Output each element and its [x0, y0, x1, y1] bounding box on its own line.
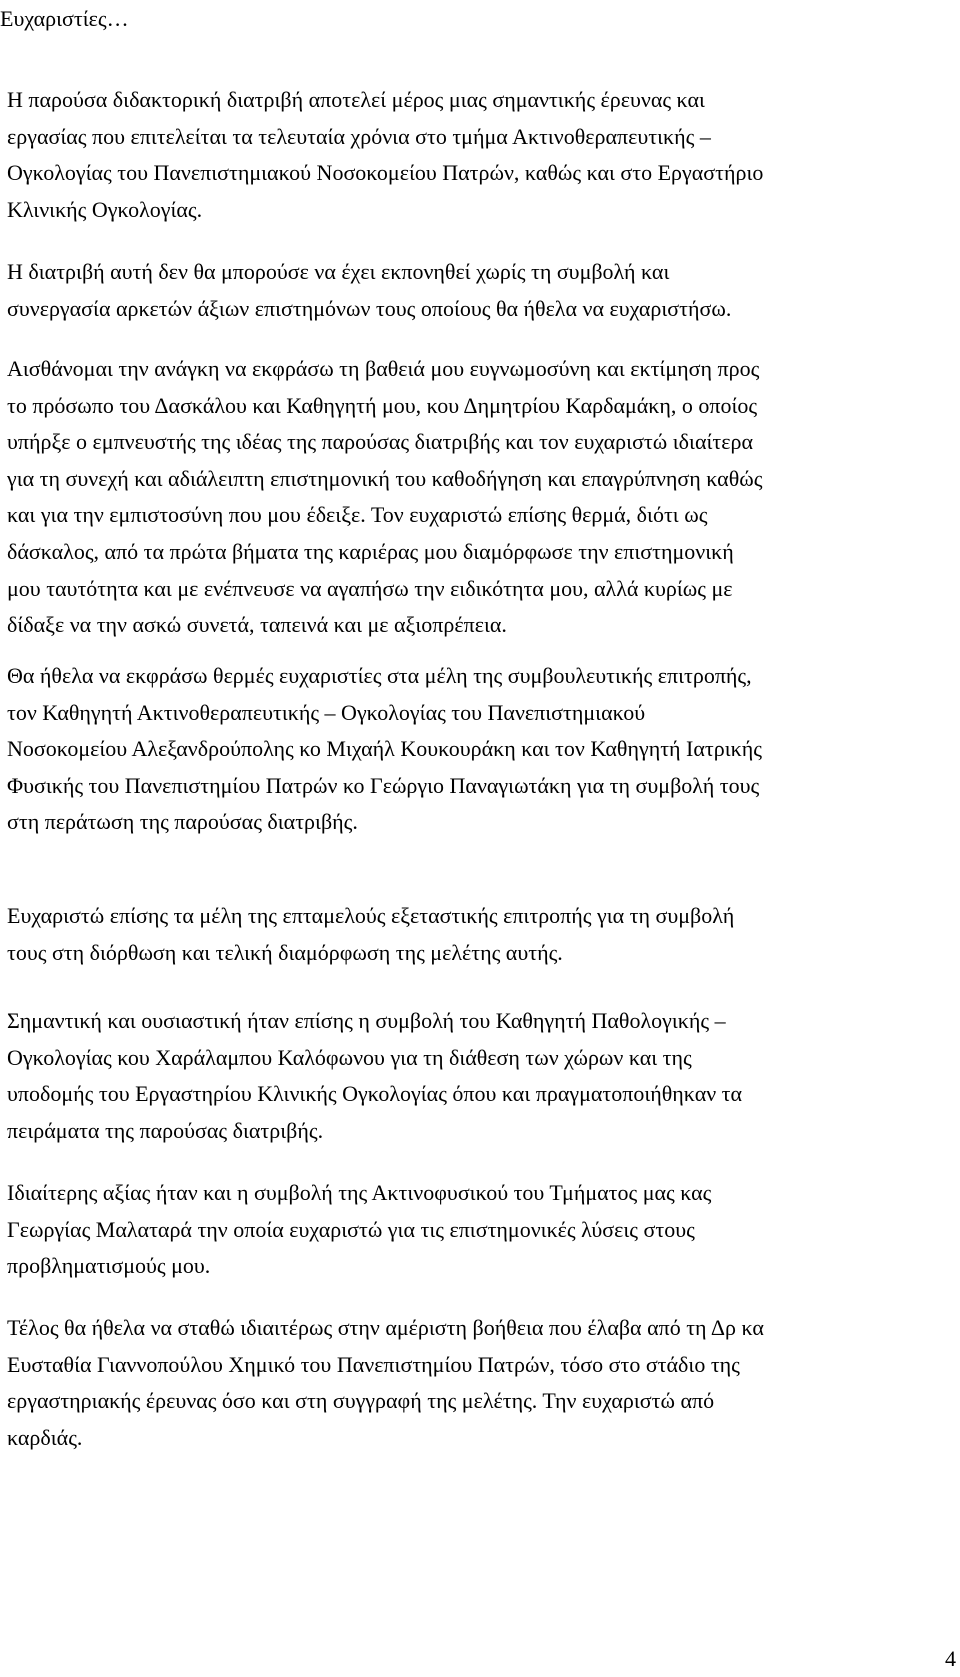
paragraph-line: Αισθάνομαι την ανάγκη να εκφράσω τη βαθειά μου ευγνωμοσύνη και εκτίμηση προς — [7, 356, 760, 381]
paragraph-line: δίδαξε να την ασκώ συνετά, ταπεινά και με αξιοπρέπεια. — [7, 612, 507, 638]
paragraph-line: για τη συνεχή και αδιάλειπτη επιστημονική του καθοδήγηση και επαγρύπνηση καθώς — [7, 465, 763, 491]
paragraph-1 — [7, 82, 952, 228]
paragraph-line: τους στη διόρθωση και τελική διαμόρφωση της μελέτης αυτής. — [7, 939, 563, 965]
paragraph-line: Γεωργίας Μαλαταρά την οποία ευχαριστώ για τις επιστημονικές λύσεις στους — [7, 1216, 695, 1242]
paragraph-line: πειράματα της παρούσας διατριβής. — [7, 1117, 324, 1143]
paragraph-line: Κλινικής Ογκολογίας. — [7, 196, 203, 222]
paragraph-line: το πρόσωπο του Δασκάλου και Καθηγητή μου, κου Δημητρίου Καρδαμάκη, ο οποίος — [7, 392, 758, 418]
paragraph-5 — [7, 898, 952, 971]
paragraph-line: Ευσταθία Γιαννοπούλου Χημικό του Πανεπιστημίου Πατρών, τόσο στο στάδιο της — [7, 1351, 740, 1377]
paragraph-line: στη περάτωση της παρούσας διατριβής. — [7, 809, 358, 835]
page-title: Ευχαριστίες… — [0, 6, 129, 31]
paragraph-line: Η διατριβή αυτή δεν θα μπορούσε να έχει εκπονηθεί χωρίς τη συμβολή και — [7, 259, 670, 284]
paragraph-line: υποδομής του Εργαστηρίου Κλινικής Ογκολογίας όπου και πραγματοποιήθηκαν τα — [7, 1081, 743, 1107]
paragraph-line: καρδιάς. — [7, 1424, 83, 1450]
paragraph-line: τον Καθηγητή Ακτινοθεραπευτικής – Ογκολογίας του Πανεπιστημιακού — [7, 699, 646, 725]
paragraph-line: δάσκαλος, από τα πρώτα βήματα της καριέρας μου διαμόρφωσε την επιστημονική — [7, 538, 734, 564]
paragraph-3 — [7, 351, 952, 644]
paragraph-line: Φυσικής του Πανεπιστημίου Πατρών κο Γεώργιο Παναγιωτάκη για τη συμβολή τους — [7, 772, 760, 798]
paragraph-line: Ογκολογίας του Πανεπιστημιακού Νοσοκομείου Πατρών, καθώς και στο Εργαστήριο — [7, 160, 764, 186]
paragraph-line: προβληματισμούς μου. — [7, 1253, 211, 1279]
paragraph-line: Ιδιαίτερης αξίας ήταν και η συμβολή της Ακτινοφυσικού του Τμήματος μας κας — [7, 1180, 712, 1205]
paragraph-line: Ευχαριστώ επίσης τα μέλη της επταμελούς εξεταστικής επιτροπής για τη συμβολή — [7, 903, 735, 928]
paragraph-2 — [7, 254, 952, 327]
paragraph-line: μου ταυτότητα και με ενέπνευσε να αγαπήσω την ειδικότητα μου, αλλά κυρίως με — [7, 575, 733, 601]
paragraph-7 — [7, 1175, 952, 1285]
page-number: 4 — [945, 1646, 956, 1671]
paragraph-line: Νοσοκομείου Αλεξανδρούπολης κο Μιχαήλ Κουκουράκη και τον Καθηγητή Ιατρικής — [7, 736, 762, 762]
paragraph-8 — [7, 1310, 952, 1456]
paragraph-line: συνεργασία αρκετών άξιων επιστημόνων τους οποίους θα ήθελα να ευχαριστήσω. — [7, 295, 732, 321]
paragraph-line: Θα ήθελα να εκφράσω θερμές ευχαριστίες στα μέλη της συμβουλευτικής επιτροπής, — [7, 663, 752, 688]
paragraph-line: εργασίας που επιτελείται τα τελευταία χρόνια στο τμήμα Ακτινοθεραπευτικής – — [7, 123, 711, 149]
paragraph-line: υπήρξε ο εμπνευστής της ιδέας της παρούσας διατριβής και τον ευχαριστώ ιδιαίτερα — [7, 429, 753, 455]
paragraph-line: Σημαντική και ουσιαστική ήταν επίσης η συμβολή του Καθηγητή Παθολογικής – — [7, 1008, 726, 1033]
paragraph-line: Ογκολογίας κου Χαράλαμπου Καλόφωνου για τη διάθεση των χώρων και της — [7, 1044, 692, 1070]
paragraph-line: Τέλος θα ήθελα να σταθώ ιδιαιτέρως στην αμέριστη βοήθεια που έλαβα από τη Δρ κα — [7, 1315, 764, 1340]
paragraph-6 — [7, 1003, 952, 1149]
paragraph-line: Η παρούσα διδακτορική διατριβή αποτελεί μέρος μιας σημαντικής έρευνας και — [7, 87, 705, 112]
paragraph-line: εργαστηριακής έρευνας όσο και στη συγγραφή της μελέτης. Την ευχαριστώ από — [7, 1388, 715, 1414]
paragraph-4 — [7, 658, 952, 841]
paragraph-line: και για την εμπιστοσύνη που μου έδειξε. Τον ευχαριστώ επίσης θερμά, διότι ως — [7, 502, 708, 528]
